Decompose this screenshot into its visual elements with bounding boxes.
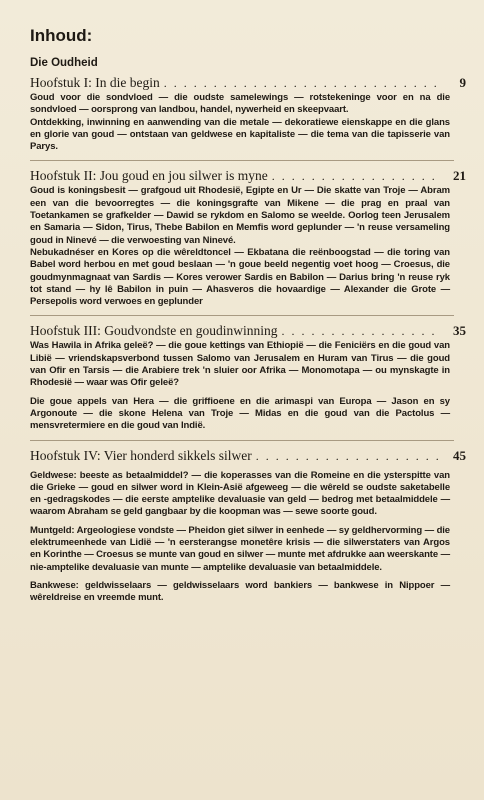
chapter-summary: Was Hawila in Afrika geleë? — die goue kettings van Ethiopië — die Feniciërs en die goud van Libië — vriendskapsverbond tussen Salomo van Jerusalem en Huram van Tirus — die goud van Ofir en Tarsis — die Arabiere trek 'n sluier oor Afrika — Monomotapa — ou mynskagte in Rhodesië — waar was Ofir geleë? — [30, 340, 450, 389]
page-number: 35 — [453, 323, 466, 339]
chapter-summary: Nebukadnéser en Kores op die wêreldtoncel — Ekbatana die reënboogstad — die toring van Babel word herbou en met goud beslaan — 'n goue beeld negentig voet hoog — Croesus, die goudmynmagnaat van Sardis — Kores verower Sardis en Babilon — Darius bring 'n reuse ryk tot stand — hy lê Babilon in puin — Ahasveros die hovaardige — Alexander die Grote — Persepolis word verwoes en geplunder — [30, 246, 450, 308]
leader-dots — [281, 323, 440, 339]
divider — [30, 315, 454, 316]
page-number: 21 — [453, 168, 466, 184]
page-number: 9 — [459, 75, 466, 90]
chapter-title: Hoofstuk III: Goudvondste en goudinwinning — [30, 323, 278, 339]
page-title: Inhoud: — [30, 26, 93, 45]
chapter-3-entry[interactable] — [30, 323, 466, 339]
divider — [30, 440, 454, 441]
chapter-3 — [30, 323, 466, 432]
chapter-title: Hoofstuk I: In die begin — [30, 75, 160, 90]
chapter-2-entry[interactable] — [30, 168, 466, 184]
chapter-2 — [30, 168, 466, 308]
chapter-summary: Goud is koningsbesit — grafgoud uit Rhodesië, Egipte en Ur — Die skatte van Troje — Abram een van die bevoorregtes — die koningsgrafte van Mikene — die prag en praal van Toetankamen se grafkelder — Dawid se rykdom en Salomo se weelde. Oorlog teen Jerusalem en Samaria — Sidon, Tirus, Thebe Babilon en Memfis word geplunder — 'n reuse versameling goud in Ninevé — die verwoesting van Ninevé. — [30, 185, 450, 246]
chapter-4-entry[interactable] — [30, 448, 466, 464]
chapter-1 — [30, 75, 466, 153]
page-number: 45 — [453, 447, 466, 463]
chapter-title: Hoofstuk IV: Vier honderd sikkels silwer — [30, 447, 252, 463]
chapter-summary: Ontdekking, inwinning en aanwending van die metale — dekoratiewe eienskappe en die glans en glorie van goud — ontstaan van geldwese en kapitaliste — die tema van die tapisserie van Parys. — [30, 116, 450, 153]
leader-dots — [272, 168, 440, 184]
chapter-4 — [30, 448, 466, 605]
chapter-summary: Muntgeld: Argeologiese vondste — Pheidon giet silwer in eenhede — sy geldhervorming — die elektrumeenhede van Lidië — 'n eersterangse monetêre krisis — die silwerstaters van Argos en Korinthe — Croesus se munte van goud en silwer — munte met afdrukke aan weerskante — nie-amptelike devaluasie van munte — amptelike devaluasie van betaalmiddele. — [30, 524, 450, 573]
chapter-summary: Goud voor die sondvloed — die oudste samelewings — rotstekeninge voor en na die sondvloed — oorsprong van landbou, handel, nywerheid en skeepvaart. — [30, 92, 450, 116]
chapter-summary: Geldwese: beeste as betaalmiddel? — die koperasses van die Romeine en die ysterspitte van die Grieke — goud en silwer word in Klein-Asië afgeweeg — die wêreld se oudste saketabelle en -gedragskodes — die eerste amptelike devaluasie van geld — bedrog met betaalmiddele — waarom Abraham se geld gangbaar by die koopman was — sewe soorte goud. — [30, 469, 450, 518]
chapter-summary: Bankwese: geldwisselaars — geldwisselaars word bankiers — bankwese in Nippoer — wêreldreise en vreemde munt. — [30, 579, 450, 604]
leader-dots — [256, 448, 440, 464]
section-heading: Die Oudheid — [30, 57, 98, 69]
chapter-summary: Die goue appels van Hera — die griffioene en die arimaspi van Europa — Jason en sy Argonoute — die skone Helena van Troje — Midas en die goud van die Pactolus — mensvretermiere en die goud van Indië. — [30, 395, 450, 432]
chapter-title: Hoofstuk II: Jou goud en jou silwer is myne — [30, 168, 268, 184]
leader-dots — [164, 75, 440, 91]
divider — [30, 160, 454, 161]
chapter-1-entry[interactable] — [30, 75, 466, 91]
